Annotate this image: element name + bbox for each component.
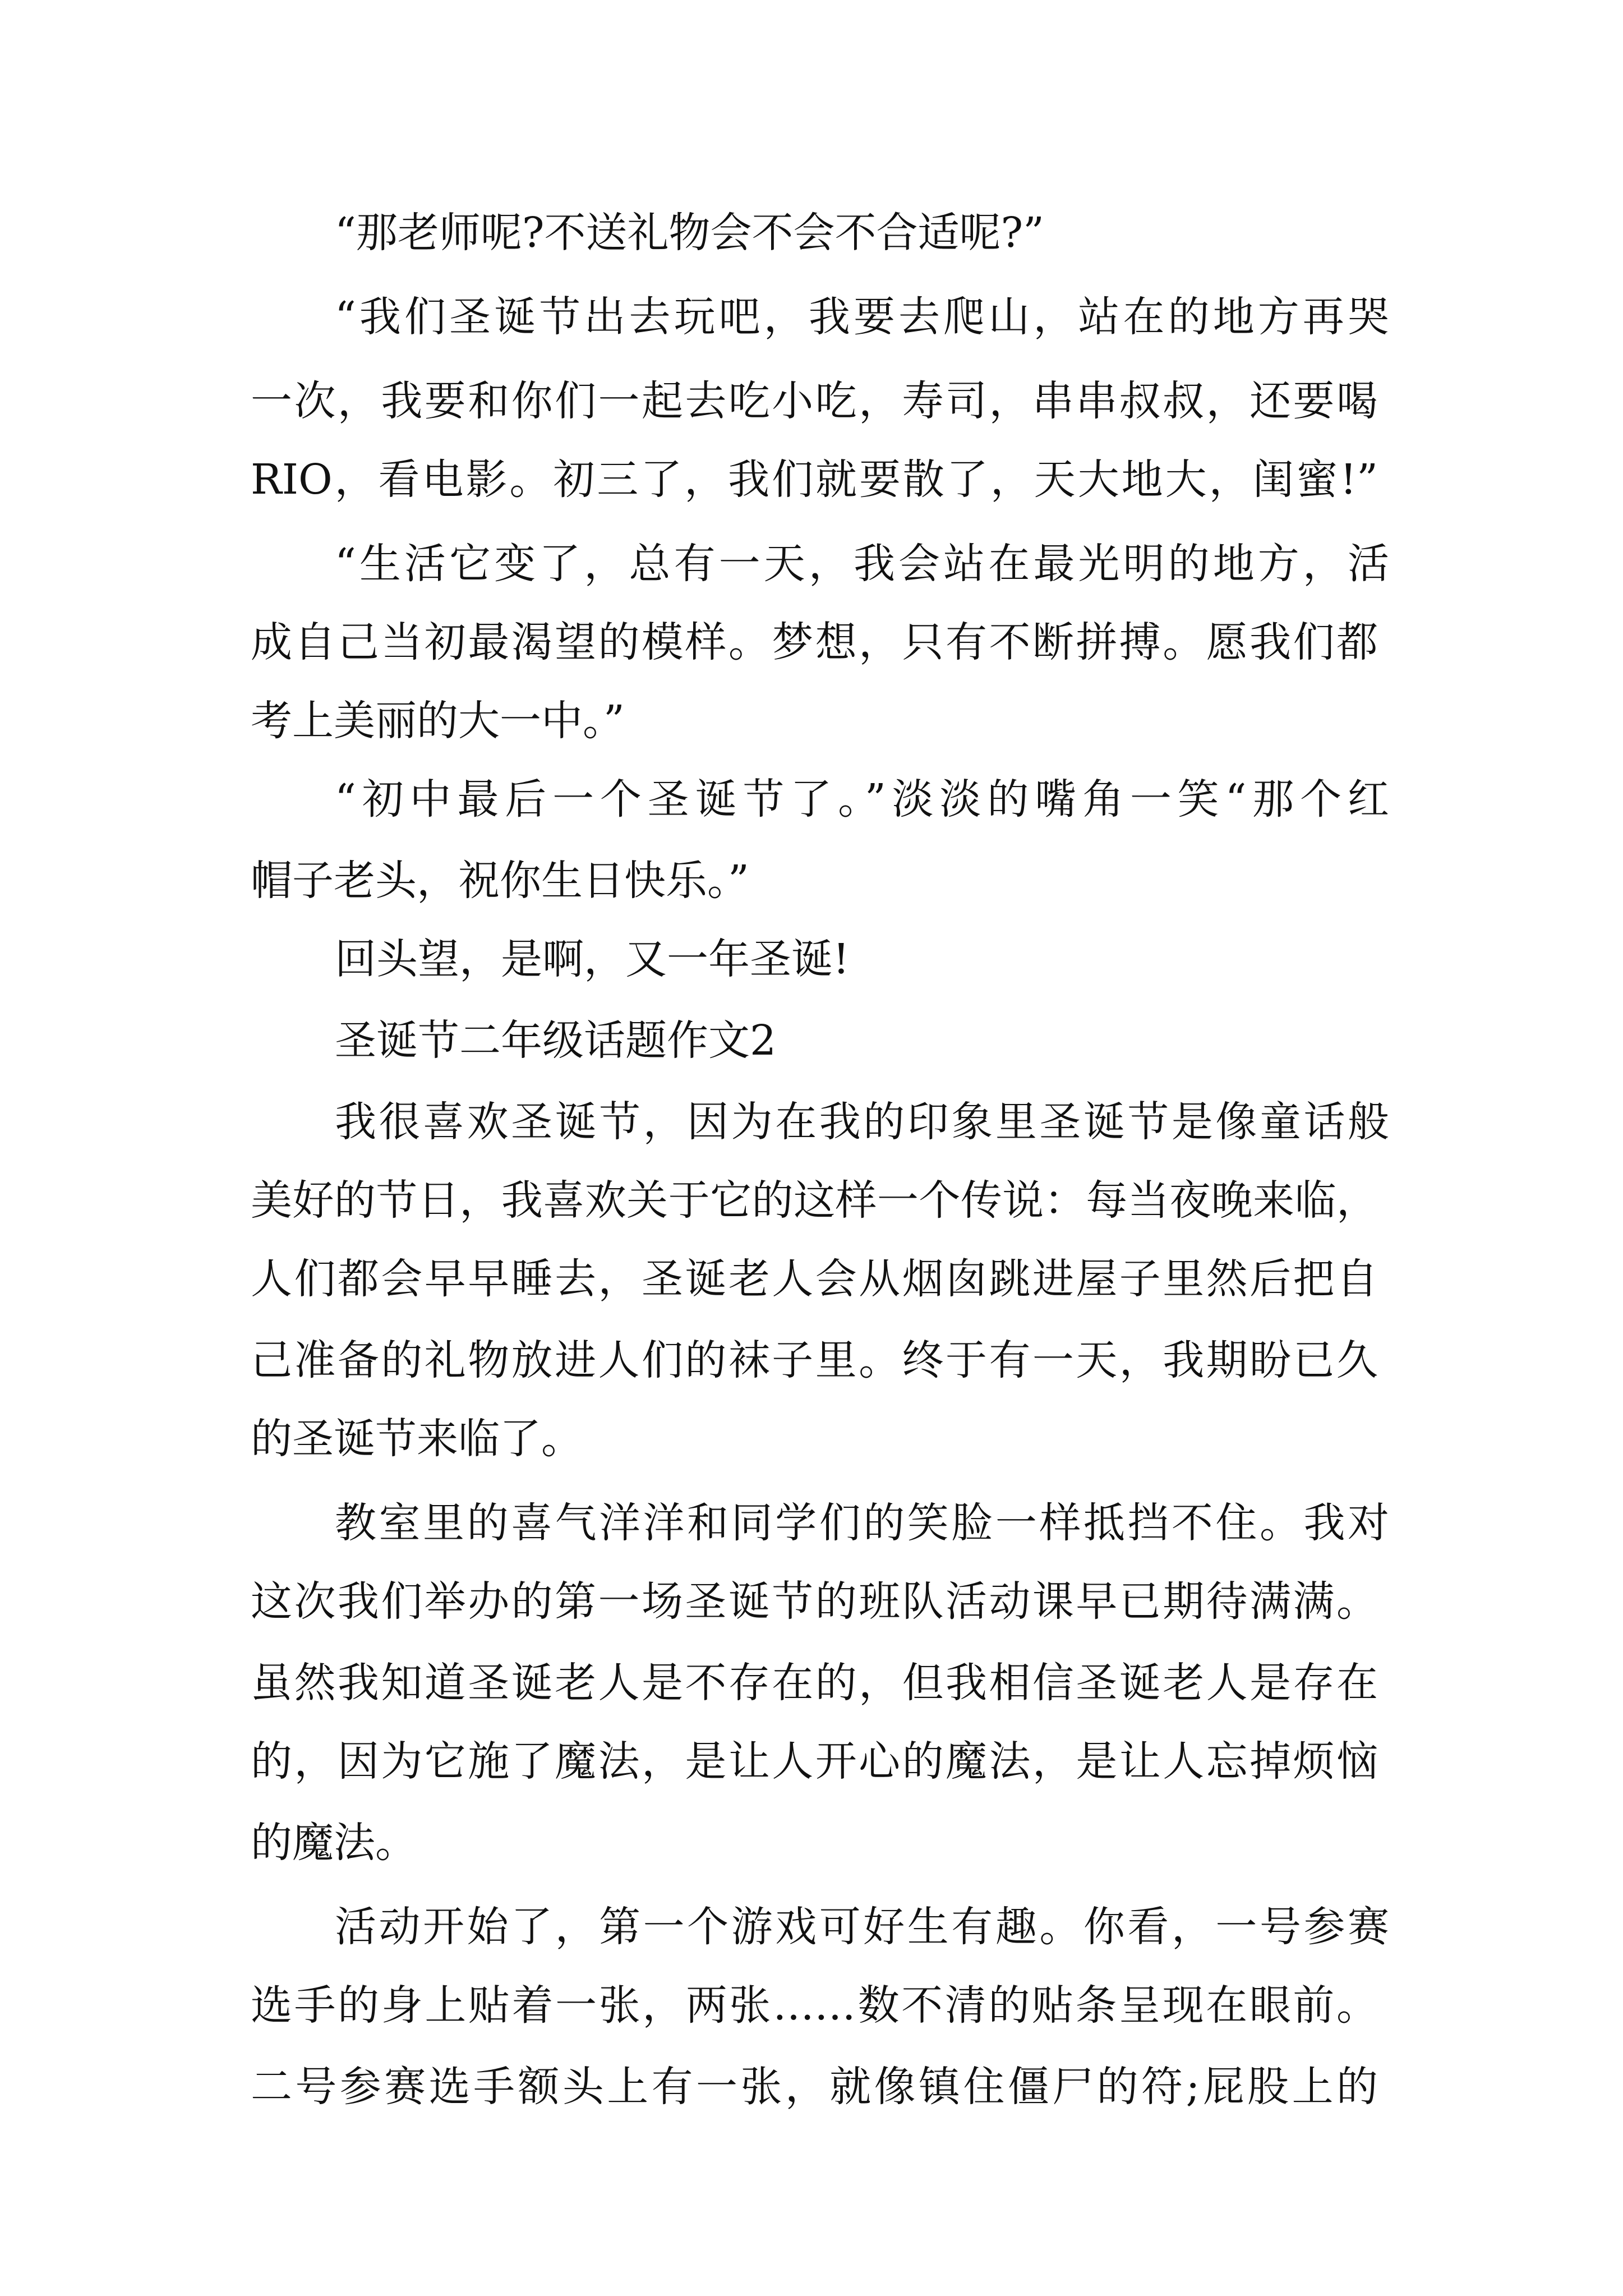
text-line: 二号参赛选手额头上有一张，就像镇住僵尸的符;屁股上的	[251, 2063, 1378, 2111]
text-line: “初中最后一个圣诞节了。”淡淡的嘴角一笑“那个红	[335, 775, 1389, 823]
text-line: “那老师呢?不送礼物会不会不合适呢?”	[335, 209, 1045, 257]
text-line: 的魔法。	[251, 1819, 417, 1867]
text-line: 这次我们举办的第一场圣诞节的班队活动课早已期待满满。	[251, 1577, 1378, 1626]
text-line: “生活它变了，总有一天，我会站在最光明的地方，活	[335, 540, 1389, 588]
text-line: 活动开始了，第一个游戏可好生有趣。你看，一号参赛	[335, 1903, 1389, 1951]
text-line: RIO，看电影。初三了，我们就要散了，天大地大，闺蜜!”	[251, 455, 1378, 504]
text-line: 回头望，是啊，又一年圣诞!	[335, 935, 850, 983]
text-line: 考上美丽的大一中。”	[251, 697, 625, 745]
text-line: 一次，我要和你们一起去吃小吃，寿司，串串叔叔，还要喝	[251, 377, 1378, 425]
text-line: 己准备的礼物放进人们的袜子里。终于有一天，我期盼已久	[251, 1336, 1378, 1384]
text-line: 的圣诞节来临了。	[251, 1415, 583, 1463]
text-line: 成自己当初最渴望的模样。梦想，只有不断拼搏。愿我们都	[251, 618, 1378, 666]
text-line: 教室里的喜气洋洋和同学们的笑脸一样抵挡不住。我对	[335, 1499, 1389, 1547]
text-line: 我很喜欢圣诞节，因为在我的印象里圣诞节是像童话般	[335, 1098, 1389, 1146]
text-line: 美好的节日，我喜欢关于它的这样一个传说：每当夜晚来临，	[251, 1176, 1378, 1225]
text-line: 的，因为它施了魔法，是让人开心的魔法，是让人忘掉烦恼	[251, 1737, 1378, 1786]
text-line: 虽然我知道圣诞老人是不存在的，但我相信圣诞老人是存在	[251, 1659, 1378, 1707]
text-line: 人们都会早早睡去，圣诞老人会从烟囱跳进屋子里然后把自	[251, 1255, 1378, 1303]
text-line: 选手的身上贴着一张，两张……数不清的贴条呈现在眼前。	[251, 1981, 1378, 2030]
text-line: 帽子老头，祝你生日快乐。”	[251, 857, 749, 905]
text-line: “我们圣诞节出去玩吧，我要去爬山，站在的地方再哭	[335, 293, 1389, 341]
section-heading: 圣诞节二年级话题作文2	[335, 1016, 777, 1065]
